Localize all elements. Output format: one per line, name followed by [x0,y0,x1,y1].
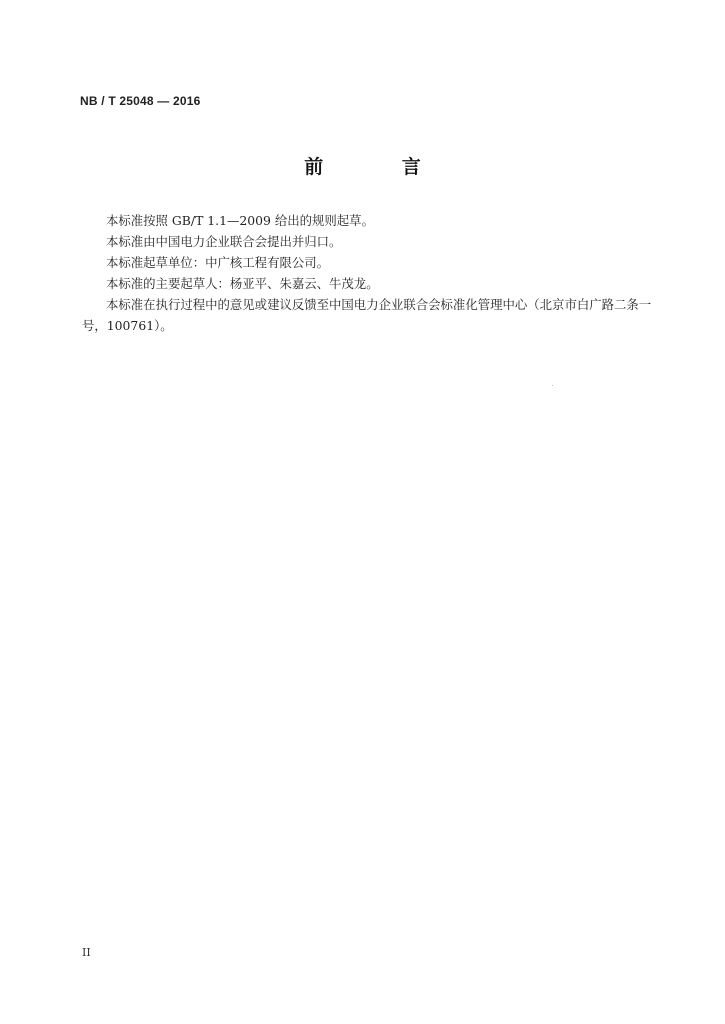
paragraph-drafting-unit: 本标准起草单位：中广核工程有限公司。 [106,255,330,270]
paragraph-proposer: 本标准由中国电力企业联合会提出并归口。 [106,234,342,249]
page-number: II [82,946,91,959]
paragraph-drafters: 本标准的主要起草人：杨亚平、朱嘉云、牛茂龙。 [106,276,379,291]
standard-code: NB / T 25048 — 2016 [80,94,201,108]
paragraph-feedback: 本标准在执行过程中的意见或建议反馈至中国电力企业联合会标准化管理中心（北京市白广路二条一号，100761）。 [82,297,652,333]
page-title: 前 言 [304,156,457,178]
scan-speck [552,385,553,386]
paragraph-drafting-rules: 本标准按照 GB/T 1.1—2009 给出的规则起草。 [106,213,374,228]
foreword-body [82,210,652,336]
